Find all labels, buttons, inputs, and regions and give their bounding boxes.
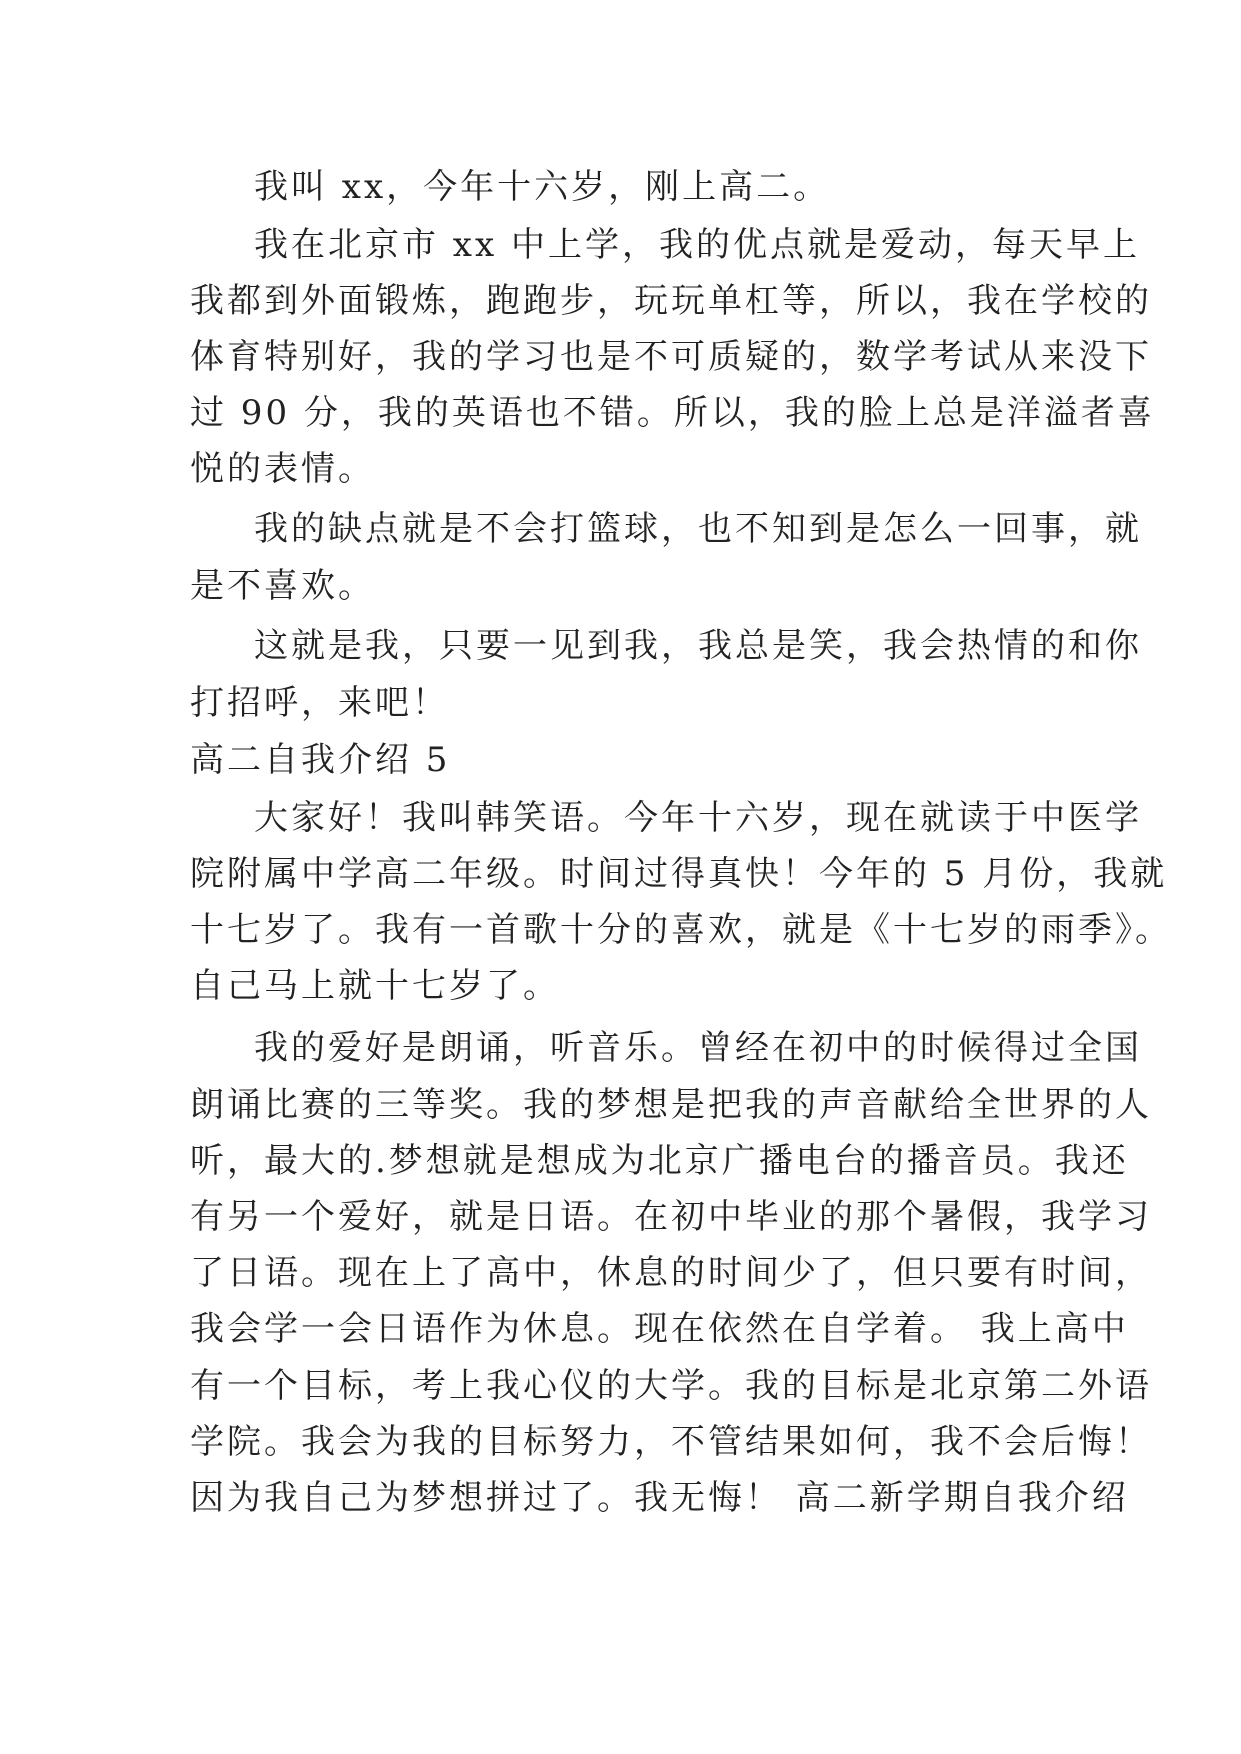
paragraph-line: 这就是我，只要一见到我，我总是笑，我会热情的和你 — [254, 626, 1142, 666]
paragraph-line: 十七岁了。我有一首歌十分的喜欢，就是《十七岁的雨季》。 — [190, 910, 1172, 950]
section-heading: 高二自我介绍 5 — [190, 740, 451, 780]
paragraph-line: 是不喜欢。 — [190, 566, 375, 606]
paragraph-line: 院附属中学高二年级。时间过得真快！今年的 5 月份，我就 — [190, 854, 1168, 894]
paragraph-line: 我会学一会日语作为休息。现在依然在自学着。 我上高中 — [190, 1309, 1129, 1349]
paragraph-line: 了日语。现在上了高中，休息的时间少了，但只要有时间， — [190, 1253, 1152, 1293]
paragraph-line: 过 90 分，我的英语也不错。所以，我的脸上总是洋溢者喜 — [190, 393, 1155, 433]
paragraph-line: 我的缺点就是不会打篮球，也不知到是怎么一回事，就 — [254, 509, 1142, 549]
paragraph-line: 我叫 xx，今年十六岁，刚上高二。 — [254, 167, 831, 207]
paragraph-line: 我在北京市 xx 中上学，我的优点就是爱动，每天早上 — [254, 225, 1140, 265]
paragraph-line: 朗诵比赛的三等奖。我的梦想是把我的声音献给全世界的人 — [190, 1085, 1152, 1125]
paragraph-line: 听，最大的.梦想就是想成为北京广播电台的播音员。我还 — [190, 1141, 1129, 1181]
paragraph-line: 有一个目标，考上我心仪的大学。我的目标是北京第二外语 — [190, 1366, 1152, 1406]
paragraph-line: 体育特别好，我的学习也是不可质疑的，数学考试从来没下 — [190, 337, 1152, 377]
paragraph-line: 大家好！我叫韩笑语。今年十六岁，现在就读于中医学 — [254, 798, 1142, 838]
paragraph-line: 学院。我会为我的目标努力，不管结果如何，我不会后悔！ — [190, 1422, 1152, 1462]
paragraph-line: 我的爱好是朗诵，听音乐。曾经在初中的时候得过全国 — [254, 1028, 1142, 1068]
paragraph-line: 我都到外面锻炼，跑跑步，玩玩单杠等，所以，我在学校的 — [190, 281, 1152, 321]
paragraph-line: 有另一个爱好，就是日语。在初中毕业的那个暑假，我学习 — [190, 1197, 1152, 1237]
paragraph-line: 因为我自己为梦想拼过了。我无悔！ 高二新学期自我介绍 — [190, 1478, 1129, 1518]
paragraph-line: 自己马上就十七岁了。 — [190, 966, 560, 1006]
paragraph-line: 打招呼，来吧！ — [190, 683, 449, 723]
paragraph-line: 悦的表情。 — [190, 449, 375, 489]
